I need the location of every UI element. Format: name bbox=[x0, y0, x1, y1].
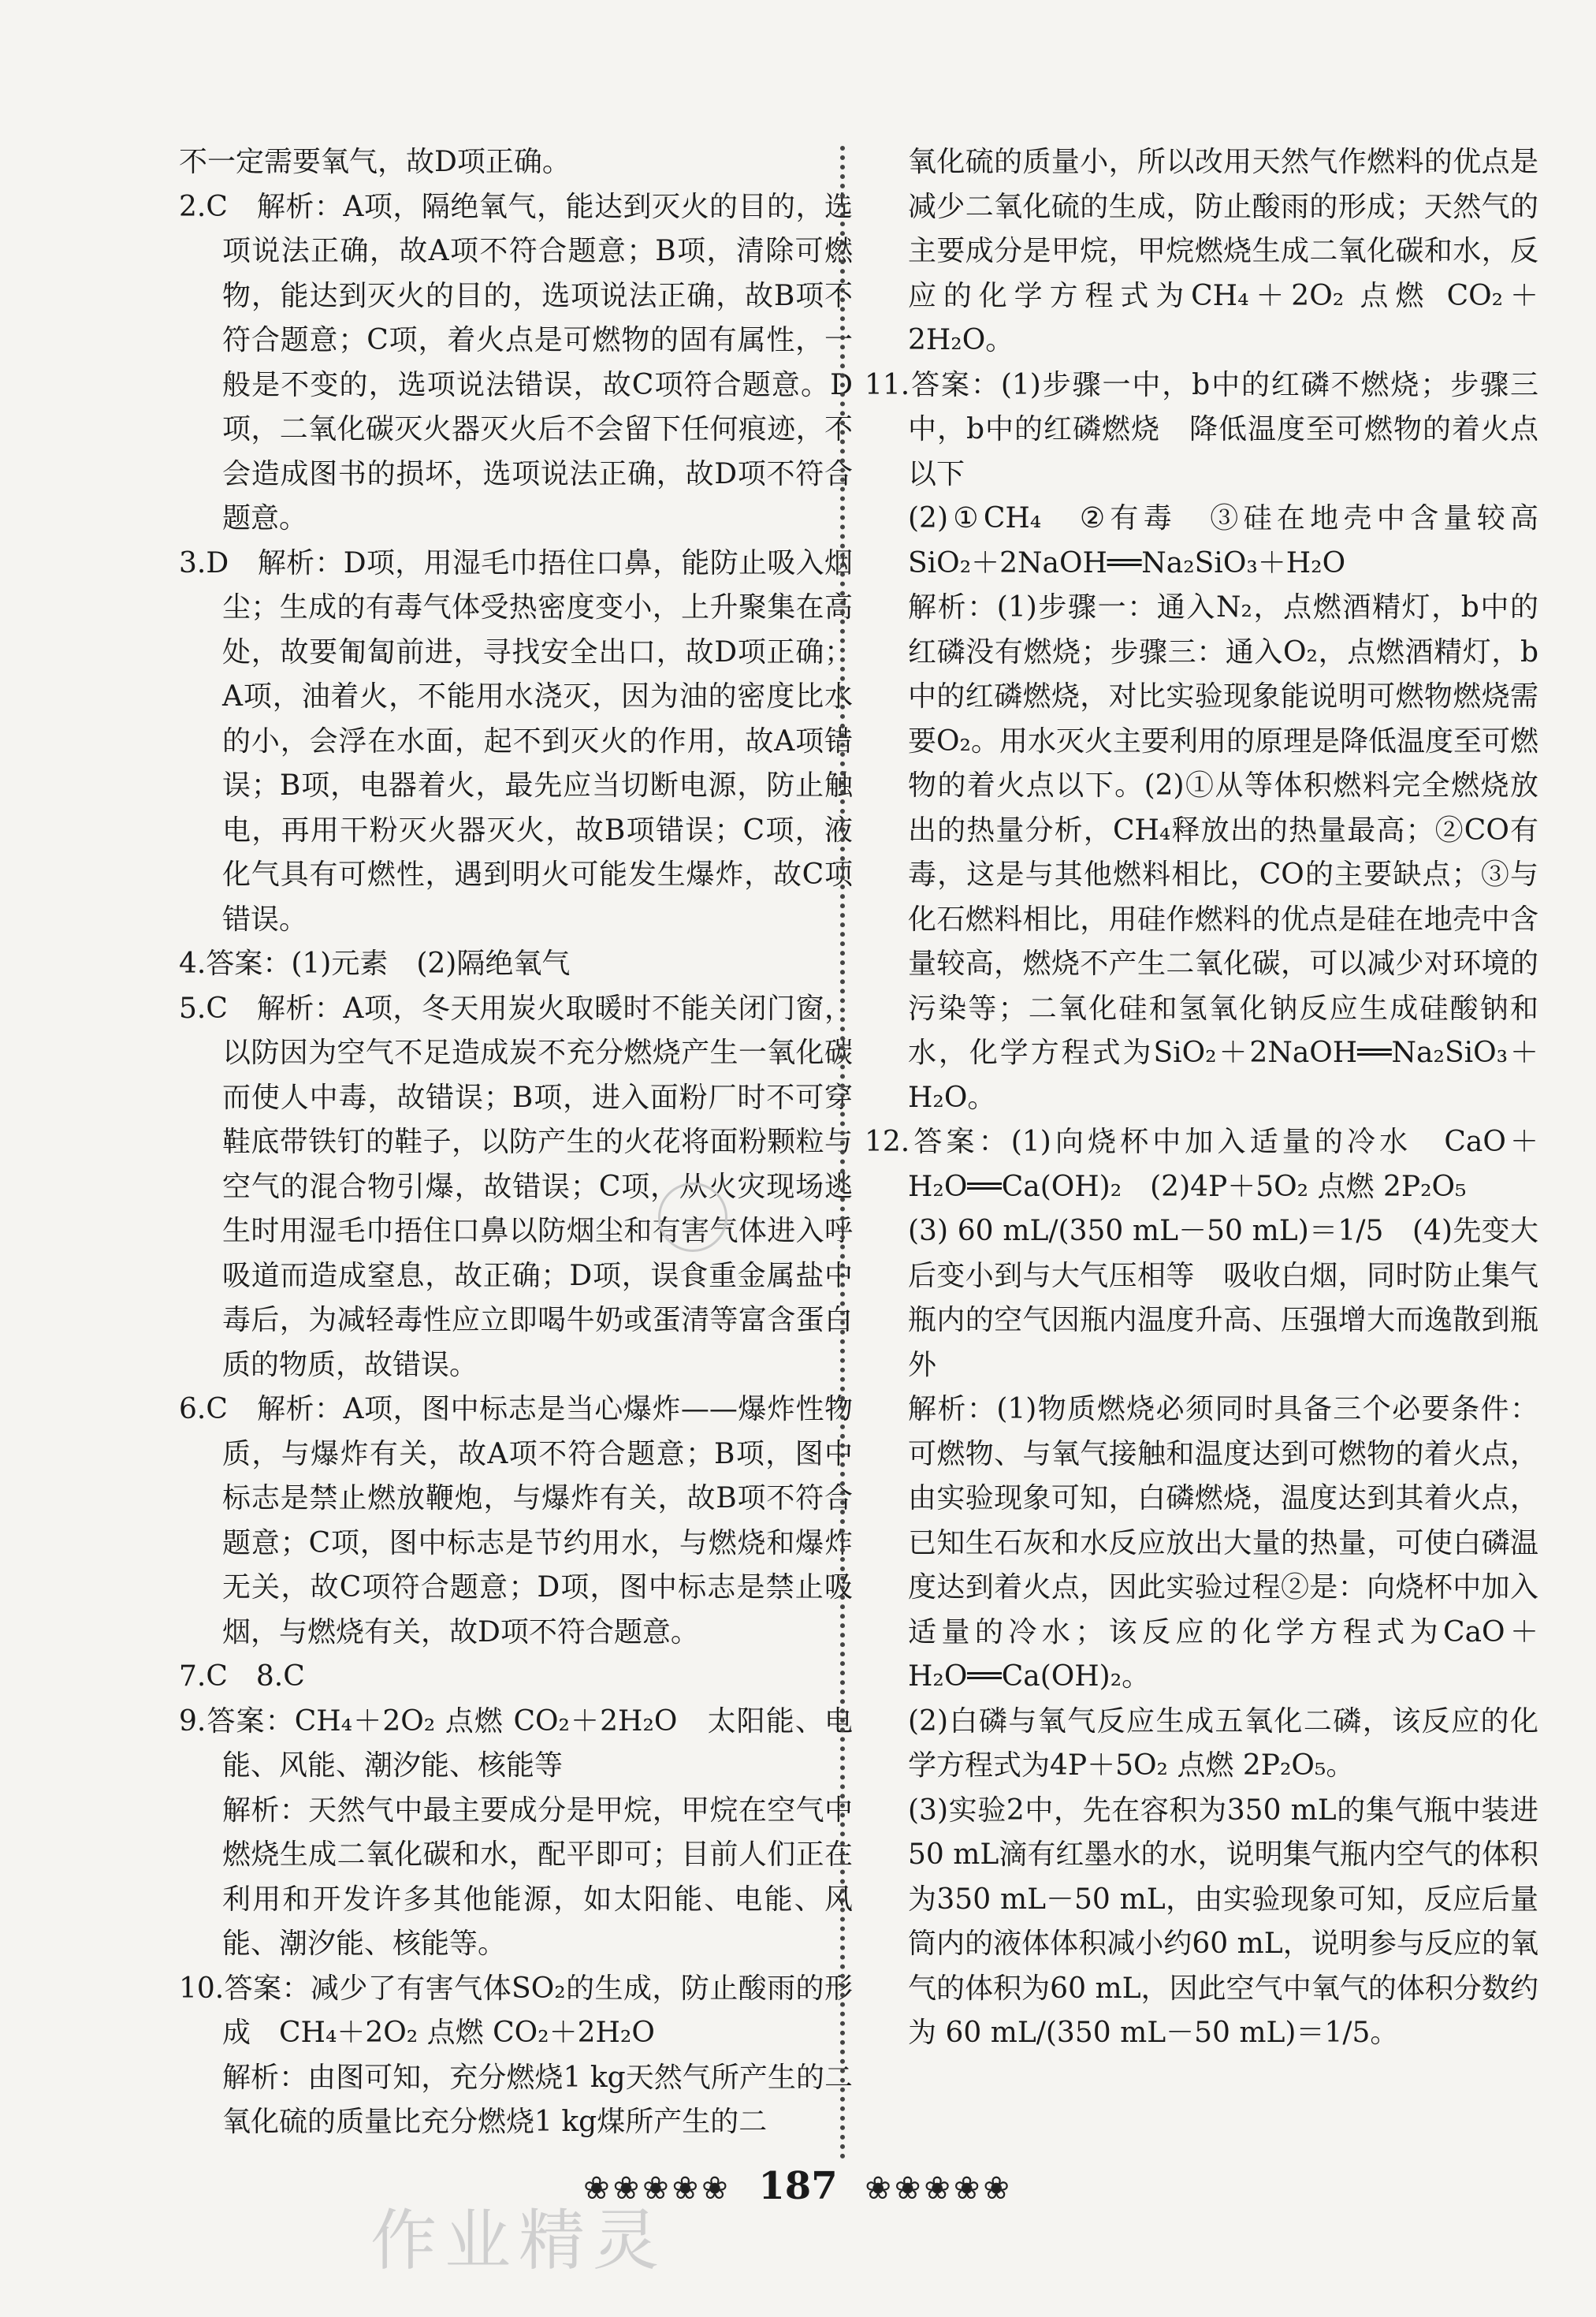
para-r8: (3)实验2中，先在容积为350 mL的集气瓶中装进50 mL滴有红墨水的水，说明集气瓶内空气的体积为350 mL－50 mL，由实验现象可知，反应后量筒内的液体体积减小约60 mL，说明参与反应的氧气的体积为60 mL，因此空气中氧气的体积分数约为 60 mL/(350 mL－50 mL)＝1/5。 bbox=[908, 1794, 1538, 2049]
para-l1: 2.C 解析：A项，隔绝氧气，能达到灭火的目的，选项说法正确，故A项不符合题意；B项，清除可燃物，能达到灭火的目的，选项说法正确，故B项不符合题意；C项，着火点是可燃物的固有属性，一般是不变的，选项说法错误，故C项符合题意。D项，二氧化碳灭火器灭火后不会留下任何痕迹，不会造成图书的损坏，选项说法正确，故D项不符合题意。 bbox=[179, 190, 853, 535]
para-l6: 7.C 8.C bbox=[179, 1660, 305, 1693]
watermark: 作业精灵 bbox=[370, 2202, 668, 2279]
para-r3: 解析：(1)步骤一：通入N₂，点燃酒精灯，b中的红磷没有燃烧；步骤三：通入O₂，点燃酒精灯，b中的红磷燃烧，对比实验现象能说明可燃物燃烧需要O₂。用水灭火主要利用的原理是降低温度至可燃物的着火点以下。(2)①从等体积燃料完全燃烧放出的热量分析，CH₄释放出的热量最高；②CO有毒，这是与其他燃料相比，CO的主要缺点；③与化石燃料相比，用硅作燃料的优点是硅在地壳中含量较高，燃烧不产生二氧化碳，可以减少对环境的污染等；二氧化硅和氢氧化钠反应生成硅酸钠和水，化学方程式为SiO₂＋2NaOH══Na₂SiO₃＋H₂O。 bbox=[908, 591, 1538, 1114]
para-l3: 4.答案：(1)元素 (2)隔绝氧气 bbox=[179, 948, 571, 980]
para-r1: 11.答案：(1)步骤一中，b中的红磷不燃烧；步骤三中，b中的红磷燃烧 降低温度至可燃物的着火点以下 bbox=[865, 368, 1538, 490]
left-column bbox=[179, 140, 853, 2145]
para-l8: 解析：天然气中最主要成分是甲烷，甲烷在空气中燃烧生成二氧化碳和水，配平即可；目前人们正在利用和开发许多其他能源，如太阳能、电能、风能、潮汐能、核能等。 bbox=[222, 1794, 853, 1960]
para-r7: (2)白磷与氧气反应生成五氧化二磷，该反应的化学方程式为4P＋5O₂ 点燃 2P₂O₅。 bbox=[908, 1704, 1538, 1782]
page-number: 187 bbox=[758, 2164, 838, 2208]
para-l0: 不一定需要氧气，故D项正确。 bbox=[179, 146, 571, 178]
right-column bbox=[865, 140, 1568, 2056]
footer-stars-left: ❀❀❀❀❀ bbox=[583, 2170, 731, 2207]
para-r0: 氧化硫的质量小，所以改用天然气作燃料的优点是减少二氧化硫的生成，防止酸雨的形成；天然气的主要成分是甲烷，甲烷燃烧生成二氧化碳和水，反应的化学方程式为CH₄＋2O₂ 点燃 CO₂＋2H₂O。 bbox=[908, 146, 1538, 356]
para-r2: (2)①CH₄ ②有毒 ③硅在地壳中含量较高 SiO₂＋2NaOH══Na₂SiO₃＋H₂O bbox=[908, 502, 1568, 579]
para-r6: 解析：(1)物质燃烧必须同时具备三个必要条件：可燃物、与氧气接触和温度达到可燃物的着火点，由实验现象可知，白磷燃烧，温度达到其着火点，已知生石灰和水反应放出大量的热量，可使白磷温度达到着火点，因此实验过程②是：向烧杯中加入适量的冷水；该反应的化学方程式为CaO＋H₂O══Ca(OH)₂。 bbox=[908, 1393, 1538, 1693]
para-l5: 6.C 解析：A项，图中标志是当心爆炸——爆炸性物质，与爆炸有关，故A项不符合题意；B项，图中标志是禁止燃放鞭炮，与爆炸有关，故B项不符合题意；C项，图中标志是节约用水，与燃烧和爆炸无关，故C项符合题意；D项，图中标志是禁止吸烟，与燃烧有关，故D项不符合题意。 bbox=[179, 1393, 853, 1648]
para-l7: 9.答案：CH₄＋2O₂ 点燃 CO₂＋2H₂O 太阳能、电能、风能、潮汐能、核能等 bbox=[179, 1704, 853, 1782]
para-r4: 12.答案：(1)向烧杯中加入适量的冷水 CaO＋H₂O══Ca(OH)₂ (2)4P＋5O₂ 点燃 2P₂O₅ bbox=[865, 1126, 1538, 1203]
para-l10: 解析：由图可知，充分燃烧1 kg天然气所产生的二氧化硫的质量比充分燃烧1 kg煤所产生的二 bbox=[222, 2061, 853, 2138]
stamp-icon bbox=[658, 1183, 727, 1252]
page-footer bbox=[0, 2164, 1596, 2208]
column-divider bbox=[840, 146, 845, 2160]
para-l2: 3.D 解析：D项，用湿毛巾捂住口鼻，能防止吸入烟尘；生成的有毒气体受热密度变小，上升聚集在高处，故要匍匐前进，寻找安全出口，故D项正确；A项，油着火，不能用水浇灭，因为油的密度比水的小，会浮在水面，起不到灭火的作用，故A项错误；B项，电器着火，最先应当切断电源，防止触电，再用干粉灭火器灭火，故B项错误；C项，液化气具有可燃性，遇到明火可能发生爆炸，故C项错误。 bbox=[179, 546, 853, 936]
para-l4: 5.C 解析：A项，冬天用炭火取暖时不能关闭门窗，以防因为空气不足造成炭不充分燃烧产生一氧化碳而使人中毒，故错误；B项，进入面粉厂时不可穿鞋底带铁钉的鞋子，以防产生的火花将面粉颗粒与空气的混合物引爆，故错误；C项，从火灾现场逃生时用湿毛巾捂住口鼻以防烟尘和有害气体进入呼吸道而造成窒息，故正确；D项，误食重金属盐中毒后，为减轻毒性应立即喝牛奶或蛋清等富含蛋白质的物质，故错误。 bbox=[179, 992, 853, 1381]
para-r5: (3) 60 mL/(350 mL－50 mL)＝1/5 (4)先变大后变小到与大气压相等 吸收白烟，同时防止集气瓶内的空气因瓶内温度升高、压强增大而逸散到瓶外 bbox=[908, 1215, 1538, 1381]
para-l9: 10.答案：减少了有害气体SO₂的生成，防止酸雨的形成 CH₄＋2O₂ 点燃 CO₂＋2H₂O bbox=[179, 1972, 853, 2049]
footer-stars-right: ❀❀❀❀❀ bbox=[865, 2170, 1013, 2207]
